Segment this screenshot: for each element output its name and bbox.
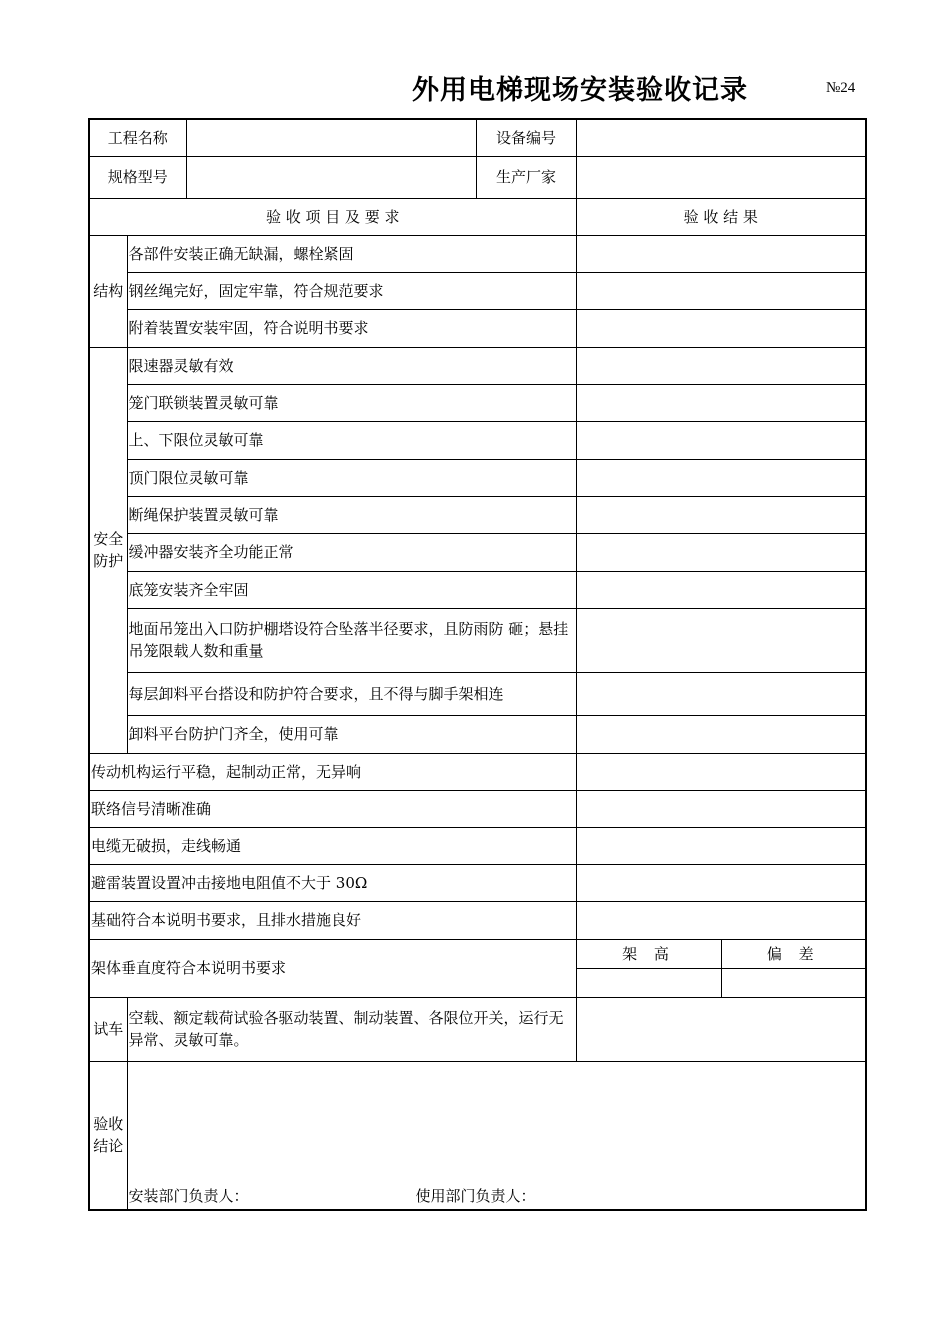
safety-row-8 (89, 608, 866, 672)
frame-height-field[interactable] (576, 968, 721, 997)
safety-row-2 (89, 384, 866, 421)
safety-result-2[interactable] (576, 384, 866, 421)
install-dept-signature-label: 安装部门负责人： (128, 1187, 249, 1205)
general-item-2: 联络信号清晰准确 (89, 790, 576, 827)
safety-row-4 (89, 459, 866, 496)
safety-row-3 (89, 421, 866, 459)
equipment-no-label: 设备编号 (476, 119, 576, 156)
verticality-item: 架体垂直度符合本说明书要求 (89, 939, 576, 997)
general-row-3 (89, 827, 866, 864)
general-result-3[interactable] (576, 827, 866, 864)
structure-result-2[interactable] (576, 272, 866, 309)
trial-run-category: 试车 (89, 997, 127, 1061)
general-row-5 (89, 901, 866, 939)
safety-result-3[interactable] (576, 421, 866, 459)
safety-row-6 (89, 533, 866, 571)
signature-line (129, 1185, 864, 1207)
conclusion-row (89, 1061, 866, 1210)
structure-result-3[interactable] (576, 309, 866, 347)
safety-result-7[interactable] (576, 571, 866, 608)
model-field[interactable] (186, 156, 476, 198)
general-row-4 (89, 864, 866, 901)
info-row-1 (89, 119, 866, 156)
acceptance-form-table (88, 118, 867, 1211)
safety-result-5[interactable] (576, 496, 866, 533)
deviation-label: 偏 差 (721, 939, 866, 968)
structure-row-1 (89, 235, 866, 272)
equipment-no-field[interactable] (576, 119, 866, 156)
verticality-row-1 (89, 939, 866, 968)
column-header-row (89, 198, 866, 235)
safety-result-6[interactable] (576, 533, 866, 571)
safety-item-2: 笼门联锁装置灵敏可靠 (127, 384, 576, 421)
structure-result-1[interactable] (576, 235, 866, 272)
model-label: 规格型号 (89, 156, 186, 198)
general-item-4: 避雷装置设置冲击接地电阻值不大于 30Ω (89, 864, 576, 901)
safety-item-3: 上、下限位灵敏可靠 (127, 421, 576, 459)
safety-category: 安全防护 (89, 347, 127, 753)
info-row-2 (89, 156, 866, 198)
structure-row-2 (89, 272, 866, 309)
manufacturer-label: 生产厂家 (476, 156, 576, 198)
form-title: 外用电梯现场安装验收记录 (412, 75, 748, 106)
trial-run-item: 空载、额定载荷试验各驱动装置、制动装置、各限位开关，运行无异常、灵敏可靠。 (127, 997, 576, 1061)
structure-row-3 (89, 309, 866, 347)
deviation-field[interactable] (721, 968, 866, 997)
manufacturer-field[interactable] (576, 156, 866, 198)
use-dept-signature-label: 使用部门负责人： (415, 1187, 536, 1205)
result-column-header: 验 收 结 果 (576, 198, 866, 235)
general-result-1[interactable] (576, 753, 866, 790)
safety-result-10[interactable] (576, 715, 866, 753)
safety-row-1 (89, 347, 866, 384)
trial-run-row (89, 997, 866, 1061)
safety-row-5 (89, 496, 866, 533)
general-item-5: 基础符合本说明书要求，且排水措施良好 (89, 901, 576, 939)
structure-item-3: 附着装置安装牢固，符合说明书要求 (127, 309, 576, 347)
safety-item-6: 缓冲器安装齐全功能正常 (127, 533, 576, 571)
general-item-1: 传动机构运行平稳，起制动正常，无异响 (89, 753, 576, 790)
safety-item-1: 限速器灵敏有效 (127, 347, 576, 384)
project-name-label: 工程名称 (89, 119, 186, 156)
frame-height-label: 架 高 (576, 939, 721, 968)
structure-item-1: 各部件安装正确无缺漏，螺栓紧固 (127, 235, 576, 272)
safety-result-4[interactable] (576, 459, 866, 496)
safety-item-4: 顶门限位灵敏可靠 (127, 459, 576, 496)
safety-result-1[interactable] (576, 347, 866, 384)
general-row-1 (89, 753, 866, 790)
safety-row-7 (89, 571, 866, 608)
structure-category: 结构 (89, 235, 127, 347)
general-row-2 (89, 790, 866, 827)
general-item-3: 电缆无破损，走线畅通 (89, 827, 576, 864)
items-column-header: 验 收 项 目 及 要 求 (89, 198, 576, 235)
safety-item-5: 断绳保护装置灵敏可靠 (127, 496, 576, 533)
structure-item-2: 钢丝绳完好，固定牢靠，符合规范要求 (127, 272, 576, 309)
safety-result-8[interactable] (576, 608, 866, 672)
project-name-field[interactable] (186, 119, 476, 156)
trial-run-result[interactable] (576, 997, 866, 1061)
safety-row-10 (89, 715, 866, 753)
general-result-4[interactable] (576, 864, 866, 901)
safety-result-9[interactable] (576, 672, 866, 715)
general-result-5[interactable] (576, 901, 866, 939)
conclusion-area[interactable] (127, 1061, 866, 1210)
safety-row-9 (89, 672, 866, 715)
safety-item-8: 地面吊笼出入口防护棚塔设符合坠落半径要求，且防雨防 砸；悬挂吊笼限载人数和重量 (127, 608, 576, 672)
safety-item-10: 卸料平台防护门齐全，使用可靠 (127, 715, 576, 753)
safety-item-9: 每层卸料平台搭设和防护符合要求，且不得与脚手架相连 (127, 672, 576, 715)
safety-item-7: 底笼安装齐全牢固 (127, 571, 576, 608)
document-number: №24 (826, 80, 856, 96)
general-result-2[interactable] (576, 790, 866, 827)
conclusion-category: 验收结论 (89, 1061, 127, 1210)
